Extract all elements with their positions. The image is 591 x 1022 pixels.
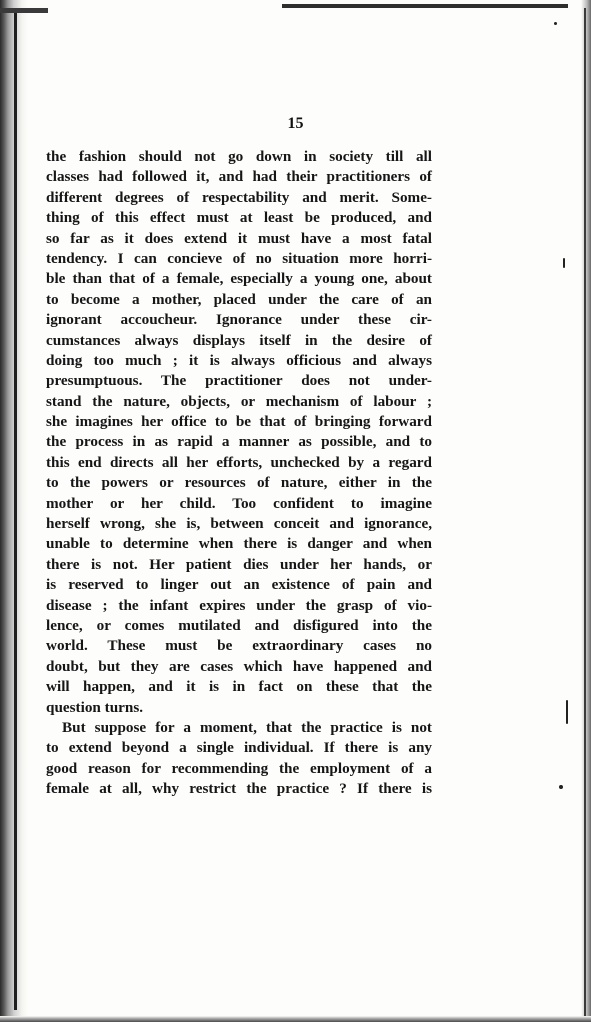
text-line: so far as it does extend it must have a most fatal bbox=[46, 229, 432, 247]
scan-speck bbox=[559, 785, 563, 789]
text-line: is reserved to linger out an existence of pain and bbox=[46, 576, 432, 594]
text-line: world. These must be extraordinary cases no bbox=[46, 637, 432, 655]
text-line: cumstances always displays itself in the desire of bbox=[46, 331, 432, 349]
text-line: female at all, why restrict the practice ? If there is bbox=[46, 780, 432, 798]
text-line: thing of this effect must at least be produced, and bbox=[46, 209, 432, 227]
text-line: good reason for recommending the employment of a bbox=[46, 759, 432, 777]
text-line: tendency. I can concieve of no situation more horri- bbox=[46, 249, 432, 267]
text-line: she imagines her office to be that of bringing forward bbox=[46, 413, 432, 431]
page-right-edge bbox=[581, 0, 591, 1022]
page-number: 15 bbox=[287, 115, 304, 132]
text-line: different degrees of respectability and merit. Some- bbox=[46, 188, 432, 206]
scan-speck bbox=[563, 258, 565, 268]
page-top-left-edge bbox=[0, 8, 48, 13]
text-line: ignorant accoucheur. Ignorance under these cir- bbox=[46, 311, 432, 329]
text-line: But suppose for a moment, that the practice is not bbox=[62, 718, 432, 736]
text-line: the fashion should not go down in society till all bbox=[46, 148, 432, 165]
text-line: classes had followed it, and had their practitioners of bbox=[46, 168, 432, 186]
text-line: to extend beyond a single individual. If there is any bbox=[46, 739, 432, 757]
body-text bbox=[46, 147, 432, 800]
text-line: mother or her child. Too confident to imagine bbox=[46, 494, 432, 512]
scan-speck bbox=[554, 22, 557, 25]
page-right-border bbox=[584, 8, 586, 1018]
text-line: stand the nature, objects, or mechanism of labour ; bbox=[46, 392, 432, 410]
text-line: ble than that of a female, especially a young one, about bbox=[46, 270, 432, 288]
text-line: presumptuous. The practitioner does not under- bbox=[46, 372, 432, 390]
text-line: question turns. bbox=[46, 698, 144, 716]
text-line: to become a mother, placed under the care of an bbox=[46, 290, 432, 308]
scan-speck bbox=[566, 700, 568, 724]
binding-shadow bbox=[14, 10, 17, 1010]
text-line: doubt, but they are cases which have happened and bbox=[46, 657, 432, 675]
text-line: doing too much ; it is always officious and always bbox=[46, 351, 432, 369]
text-line: disease ; the infant expires under the grasp of vio- bbox=[46, 596, 432, 614]
text-line: unable to determine when there is danger and when bbox=[46, 535, 432, 553]
page-bottom-edge bbox=[0, 1016, 591, 1022]
text-line: to the powers or resources of nature, either in the bbox=[46, 474, 432, 492]
text-line: there is not. Her patient dies under her hands, or bbox=[46, 555, 432, 573]
text-line: this end directs all her efforts, unchecked by a regard bbox=[46, 453, 432, 471]
text-line: lence, or comes mutilated and disfigured into the bbox=[46, 616, 432, 634]
text-line: will happen, and it is in fact on these that the bbox=[46, 678, 432, 696]
text-line: the process in as rapid a manner as possible, and to bbox=[46, 433, 432, 451]
page-top-edge bbox=[282, 4, 568, 8]
text-line: herself wrong, she is, between conceit and ignorance, bbox=[46, 515, 432, 533]
